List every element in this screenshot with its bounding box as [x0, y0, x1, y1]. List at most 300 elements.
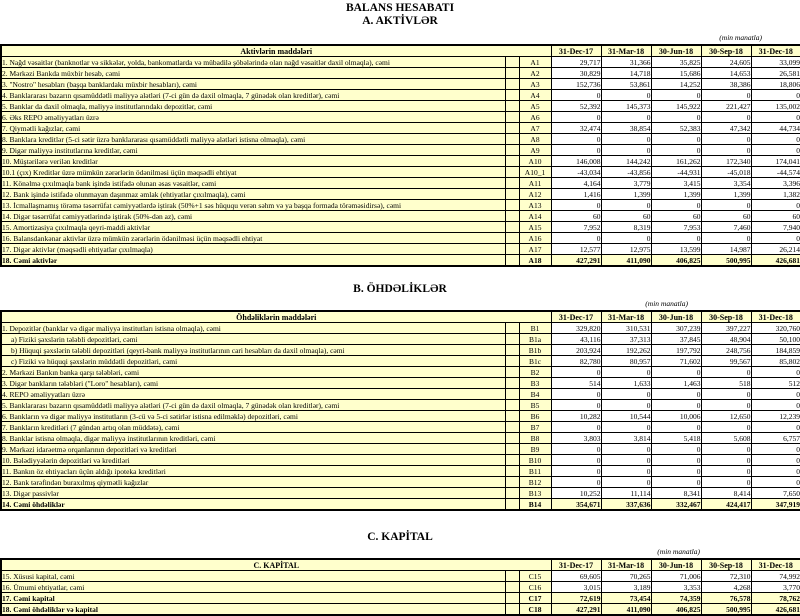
- value-cell: 152,736: [551, 79, 601, 90]
- assets-header-row: [1, 45, 800, 57]
- value-cell: 500,995: [701, 255, 751, 267]
- value-cell: 0: [701, 367, 751, 378]
- value-cell: 5,608: [701, 433, 751, 444]
- value-cell: 0: [551, 400, 601, 411]
- spacer-cell: [505, 593, 519, 604]
- row-label: 2. Mərkəzi Bankın banka qarşı tələbləri, cəmi: [1, 367, 505, 378]
- spacer-cell: [505, 222, 519, 233]
- table-row: [1, 499, 800, 511]
- row-code: B9: [519, 444, 551, 455]
- row-code: B10: [519, 455, 551, 466]
- row-code: B1a: [519, 334, 551, 345]
- row-label: 6. Əks REPO əməliyyatları üzrə: [1, 112, 505, 123]
- table-row: [1, 604, 800, 616]
- row-label: 16. Balansdankənar aktivlər üzrə mümkün zərərlərin ödənilməsi üçün məqsədli ehtiyat: [1, 233, 505, 244]
- value-cell: 37,313: [601, 334, 651, 345]
- value-cell: 26,214: [751, 244, 800, 255]
- value-cell: 32,474: [551, 123, 601, 134]
- value-cell: 0: [701, 389, 751, 400]
- spacer-cell: [505, 422, 519, 433]
- row-code: C15: [519, 571, 551, 582]
- column-header: 31-Mar-18: [601, 45, 651, 57]
- table-row: [1, 433, 800, 444]
- row-label: 11. Bankın öz ehtiyacları üçün aldığı ipoteka kreditləri: [1, 466, 505, 477]
- value-cell: 99,567: [701, 356, 751, 367]
- row-code: B5: [519, 400, 551, 411]
- value-cell: 0: [751, 422, 800, 433]
- value-cell: 38,386: [701, 79, 751, 90]
- value-cell: 38,854: [601, 123, 651, 134]
- row-code: C17: [519, 593, 551, 604]
- row-label: 12. Bank tərəfindən buraxılmış qiymətli kağızlar: [1, 477, 505, 488]
- row-label: 1. Nağd vəsaitlər (banknotlar və sikkələr, yolda, bankomatlarda və mübadilə şöbələrində olan nağd vəsaitlər daxil olmaqla), cəmi: [1, 57, 505, 68]
- row-label: b) Hüquqi şəxslərin tələbli depozitləri (qeyri-bank maliyyə institutlarının cari hesabları da daxil olmaqla), cəmi: [1, 345, 505, 356]
- value-cell: 1,399: [651, 189, 701, 200]
- value-cell: 74,992: [751, 571, 800, 582]
- value-cell: 33,099: [751, 57, 800, 68]
- spacer-cell: [505, 356, 519, 367]
- spacer-cell: [505, 244, 519, 255]
- value-cell: 71,602: [651, 356, 701, 367]
- liabilities-header-label: Öhdəliklərin maddələri: [1, 311, 551, 323]
- value-cell: 4,164: [551, 178, 601, 189]
- assets-table: [0, 44, 800, 267]
- value-cell: 0: [651, 200, 701, 211]
- value-cell: 3,415: [651, 178, 701, 189]
- table-row: [1, 455, 800, 466]
- value-cell: 60: [601, 211, 651, 222]
- value-cell: 0: [601, 112, 651, 123]
- value-cell: 518: [701, 378, 751, 389]
- value-cell: 0: [601, 400, 651, 411]
- table-row: [1, 477, 800, 488]
- value-cell: 3,814: [601, 433, 651, 444]
- spacer-cell: [505, 233, 519, 244]
- value-cell: 0: [701, 233, 751, 244]
- value-cell: 1,382: [751, 189, 800, 200]
- value-cell: 307,239: [651, 323, 701, 334]
- spacer-cell: [505, 582, 519, 593]
- value-cell: 0: [551, 466, 601, 477]
- table-row: [1, 211, 800, 222]
- value-cell: 411,090: [601, 255, 651, 267]
- table-row: [1, 571, 800, 582]
- value-cell: 0: [551, 200, 601, 211]
- value-cell: 0: [551, 477, 601, 488]
- value-cell: 69,605: [551, 571, 601, 582]
- value-cell: 397,227: [701, 323, 751, 334]
- value-cell: 82,780: [551, 356, 601, 367]
- section-b-title: B. ÖHDƏLİKLƏR: [353, 283, 447, 295]
- value-cell: 0: [651, 400, 701, 411]
- row-label: 17. Cəmi kapital: [1, 593, 505, 604]
- table-row: [1, 378, 800, 389]
- value-cell: 60: [701, 211, 751, 222]
- unit-note: (min manatla): [657, 547, 700, 556]
- value-cell: 53,861: [601, 79, 651, 90]
- row-code: B3: [519, 378, 551, 389]
- value-cell: 197,792: [651, 345, 701, 356]
- assets-header-label: Aktivlərin maddələri: [1, 45, 551, 57]
- row-code: B2: [519, 367, 551, 378]
- value-cell: 0: [751, 477, 800, 488]
- spacer-cell: [505, 255, 519, 267]
- value-cell: -44,574: [751, 167, 800, 178]
- value-cell: 145,373: [601, 101, 651, 112]
- row-label: 7. Qiymətli kağızlar, cəmi: [1, 123, 505, 134]
- capital-header-row: [1, 559, 800, 571]
- value-cell: 0: [651, 477, 701, 488]
- row-code: A10_1: [519, 167, 551, 178]
- value-cell: 500,995: [701, 604, 751, 616]
- value-cell: 78,762: [751, 593, 800, 604]
- row-code: B14: [519, 499, 551, 511]
- spacer-cell: [505, 323, 519, 334]
- row-label: 14. Cəmi öhdəliklər: [1, 499, 505, 511]
- value-cell: 47,342: [701, 123, 751, 134]
- row-label: 10. Müştərilərə verilən kreditlər: [1, 156, 505, 167]
- spacer-cell: [505, 90, 519, 101]
- table-row: [1, 356, 800, 367]
- column-header: 31-Mar-18: [601, 559, 651, 571]
- value-cell: 192,262: [601, 345, 651, 356]
- row-code: C18: [519, 604, 551, 616]
- value-cell: 0: [701, 422, 751, 433]
- value-cell: 3,015: [551, 582, 601, 593]
- value-cell: 30,829: [551, 68, 601, 79]
- spacer-cell: [505, 411, 519, 422]
- row-code: B1: [519, 323, 551, 334]
- value-cell: 0: [751, 233, 800, 244]
- row-label: 5. Banklararası bazarın qısamüddətli maliyyə alətləri (7-ci gün də daxil olmaqla, 7 günədək olan kreditlər), cəmi: [1, 400, 505, 411]
- value-cell: 411,090: [601, 604, 651, 616]
- table-row: [1, 134, 800, 145]
- value-cell: 80,957: [601, 356, 651, 367]
- value-cell: 0: [751, 134, 800, 145]
- spacer-cell: [505, 145, 519, 156]
- row-code: B7: [519, 422, 551, 433]
- value-cell: 0: [551, 112, 601, 123]
- spacer-cell: [505, 604, 519, 616]
- row-code: A12: [519, 189, 551, 200]
- table-row: [1, 400, 800, 411]
- value-cell: 8,319: [601, 222, 651, 233]
- value-cell: 146,008: [551, 156, 601, 167]
- row-code: B6: [519, 411, 551, 422]
- value-cell: 0: [751, 444, 800, 455]
- value-cell: 1,463: [651, 378, 701, 389]
- value-cell: 10,544: [601, 411, 651, 422]
- value-cell: 514: [551, 378, 601, 389]
- value-cell: 12,239: [751, 411, 800, 422]
- row-label: 5. Banklar da daxil olmaqla, maliyyə institutlarındakı depozitlər, cəmi: [1, 101, 505, 112]
- value-cell: 7,952: [551, 222, 601, 233]
- value-cell: 0: [651, 112, 701, 123]
- value-cell: 70,265: [601, 571, 651, 582]
- table-row: [1, 79, 800, 90]
- value-cell: 0: [751, 367, 800, 378]
- table-row: [1, 178, 800, 189]
- value-cell: 31,366: [601, 57, 651, 68]
- value-cell: 29,717: [551, 57, 601, 68]
- value-cell: 221,427: [701, 101, 751, 112]
- table-row: [1, 156, 800, 167]
- value-cell: 0: [701, 112, 751, 123]
- value-cell: 48,904: [701, 334, 751, 345]
- spacer-cell: [505, 57, 519, 68]
- row-label: 13. Digər passivlər: [1, 488, 505, 499]
- table-row: [1, 200, 800, 211]
- value-cell: 12,975: [601, 244, 651, 255]
- unit-note: (min manatla): [645, 299, 688, 308]
- table-row: [1, 233, 800, 244]
- value-cell: 3,189: [601, 582, 651, 593]
- value-cell: 248,756: [701, 345, 751, 356]
- spacer-cell: [505, 499, 519, 511]
- value-cell: 3,354: [701, 178, 751, 189]
- column-header: 31-Dec-18: [751, 311, 800, 323]
- value-cell: 44,734: [751, 123, 800, 134]
- value-cell: 0: [651, 367, 701, 378]
- value-cell: 0: [701, 134, 751, 145]
- table-row: [1, 112, 800, 123]
- value-cell: 426,681: [751, 255, 800, 267]
- value-cell: 0: [701, 466, 751, 477]
- value-cell: 0: [751, 145, 800, 156]
- value-cell: 406,825: [651, 604, 701, 616]
- row-label: 18. Cəmi aktivlər: [1, 255, 505, 267]
- row-label: 6. Bankların və digər maliyyə institutların (3-cü və 5-ci sətirlər istisna edilməklə) depozitləri, cəmi: [1, 411, 505, 422]
- spacer-cell: [505, 178, 519, 189]
- value-cell: 43,116: [551, 334, 601, 345]
- value-cell: 0: [751, 112, 800, 123]
- value-cell: -43,856: [601, 167, 651, 178]
- table-row: [1, 255, 800, 267]
- row-label: a) Fiziki şəxslərin tələbli depozitləri, cəmi: [1, 334, 505, 345]
- value-cell: 14,987: [701, 244, 751, 255]
- spacer-cell: [505, 211, 519, 222]
- row-code: A15: [519, 222, 551, 233]
- value-cell: 0: [751, 389, 800, 400]
- value-cell: 0: [601, 422, 651, 433]
- capital-table: [0, 558, 800, 616]
- spacer-cell: [505, 444, 519, 455]
- value-cell: 72,619: [551, 593, 601, 604]
- value-cell: 0: [701, 455, 751, 466]
- value-cell: 161,262: [651, 156, 701, 167]
- value-cell: 0: [551, 367, 601, 378]
- row-code: A14: [519, 211, 551, 222]
- value-cell: 144,242: [601, 156, 651, 167]
- value-cell: -43,034: [551, 167, 601, 178]
- value-cell: 14,718: [601, 68, 651, 79]
- column-header: 30-Sep-18: [701, 45, 751, 57]
- value-cell: 0: [701, 444, 751, 455]
- value-cell: 512: [751, 378, 800, 389]
- value-cell: 3,770: [751, 582, 800, 593]
- column-header: 31-Dec-18: [751, 45, 800, 57]
- spacer-cell: [505, 156, 519, 167]
- row-label: 13. İcmallaşmamış törəmə təsərrüfat cəmiyyətlərdə iştirak (50%+1 səs hüququ verən səhm və ya başqa formada törəməsidirsə), cəmi: [1, 200, 505, 211]
- value-cell: 174,041: [751, 156, 800, 167]
- value-cell: 1,399: [601, 189, 651, 200]
- row-code: A10: [519, 156, 551, 167]
- value-cell: 0: [701, 90, 751, 101]
- value-cell: 0: [651, 389, 701, 400]
- value-cell: 14,252: [651, 79, 701, 90]
- value-cell: 203,924: [551, 345, 601, 356]
- row-code: A17: [519, 244, 551, 255]
- value-cell: 10,252: [551, 488, 601, 499]
- value-cell: 6,757: [751, 433, 800, 444]
- value-cell: 337,636: [601, 499, 651, 511]
- row-label: 15. Xüsusi kapital, cəmi: [1, 571, 505, 582]
- value-cell: 1,416: [551, 189, 601, 200]
- row-label: 3. Digər bankların tələbləri ("Loro" hesabları), cəmi: [1, 378, 505, 389]
- value-cell: 10,282: [551, 411, 601, 422]
- table-row: [1, 444, 800, 455]
- value-cell: 1,399: [701, 189, 751, 200]
- spacer-cell: [505, 378, 519, 389]
- section-c-title: C. KAPİTAL: [367, 531, 433, 543]
- value-cell: 7,650: [751, 488, 800, 499]
- value-cell: 35,825: [651, 57, 701, 68]
- value-cell: -44,931: [651, 167, 701, 178]
- row-code: A13: [519, 200, 551, 211]
- value-cell: 3,396: [751, 178, 800, 189]
- spacer-cell: [505, 68, 519, 79]
- table-row: [1, 167, 800, 178]
- value-cell: 11,114: [601, 488, 651, 499]
- value-cell: 354,671: [551, 499, 601, 511]
- spacer-cell: [505, 123, 519, 134]
- row-code: A8: [519, 134, 551, 145]
- row-label: 4. Banklararası bazarın qısamüddətli maliyyə alətləri (7-ci gün də daxil olmaqla, 7 günədək olan kreditlər), cəmi: [1, 90, 505, 101]
- table-row: [1, 189, 800, 200]
- value-cell: 0: [551, 389, 601, 400]
- spacer-cell: [505, 167, 519, 178]
- row-label: 1. Depozitlər (banklar və digər maliyyə institutları istisna olmaqla), cəmi: [1, 323, 505, 334]
- value-cell: 0: [751, 90, 800, 101]
- table-row: [1, 422, 800, 433]
- row-label: 17. Digər aktivlər (məqsədli ehtiyatlar çıxılmaqla): [1, 244, 505, 255]
- row-label: c) Fiziki və hüquqi şəxslərin müddətli depozitləri, cəmi: [1, 356, 505, 367]
- value-cell: 0: [551, 455, 601, 466]
- table-row: [1, 145, 800, 156]
- value-cell: 0: [551, 134, 601, 145]
- value-cell: 60: [751, 211, 800, 222]
- spacer-cell: [505, 79, 519, 90]
- row-code: C16: [519, 582, 551, 593]
- column-header: 30-Jun-18: [651, 559, 701, 571]
- row-label: 12. Bank işində istifadə olunmayan daşınmaz əmlak (ehtiyatlar çıxılmaqla), cəmi: [1, 189, 505, 200]
- liabilities-header-row: [1, 311, 800, 323]
- table-row: [1, 593, 800, 604]
- section-a-title: A. AKTİVLƏR: [362, 15, 438, 27]
- table-row: [1, 323, 800, 334]
- value-cell: 0: [651, 134, 701, 145]
- value-cell: 0: [601, 367, 651, 378]
- value-cell: 3,779: [601, 178, 651, 189]
- spacer-cell: [505, 433, 519, 444]
- value-cell: 37,845: [651, 334, 701, 345]
- value-cell: 145,922: [651, 101, 701, 112]
- column-header: 30-Sep-18: [701, 559, 751, 571]
- table-row: [1, 345, 800, 356]
- row-code: A18: [519, 255, 551, 267]
- value-cell: 12,577: [551, 244, 601, 255]
- table-row: [1, 101, 800, 112]
- column-header: 31-Dec-17: [551, 311, 601, 323]
- value-cell: 0: [701, 477, 751, 488]
- row-code: A3: [519, 79, 551, 90]
- spacer-cell: [505, 400, 519, 411]
- row-code: A4: [519, 90, 551, 101]
- value-cell: 0: [601, 455, 651, 466]
- value-cell: 76,578: [701, 593, 751, 604]
- column-header: 30-Jun-18: [651, 311, 701, 323]
- value-cell: 52,383: [651, 123, 701, 134]
- spacer-cell: [505, 189, 519, 200]
- value-cell: 426,681: [751, 604, 800, 616]
- value-cell: 10,006: [651, 411, 701, 422]
- column-header: 31-Dec-17: [551, 45, 601, 57]
- table-row: [1, 411, 800, 422]
- column-header: 31-Dec-17: [551, 559, 601, 571]
- row-label: 14. Digər təsərrüfat cəmiyyətlərində iştirak (50%-dən az), cəmi: [1, 211, 505, 222]
- table-row: [1, 123, 800, 134]
- value-cell: 332,467: [651, 499, 701, 511]
- spacer-cell: [505, 345, 519, 356]
- value-cell: 0: [551, 145, 601, 156]
- unit-note: (min manatla): [719, 33, 762, 42]
- row-code: B13: [519, 488, 551, 499]
- row-code: A1: [519, 57, 551, 68]
- value-cell: 172,340: [701, 156, 751, 167]
- value-cell: 4,268: [701, 582, 751, 593]
- capital-header-label: C. KAPİTAL: [1, 559, 551, 571]
- table-row: [1, 389, 800, 400]
- value-cell: 0: [701, 400, 751, 411]
- value-cell: 7,940: [751, 222, 800, 233]
- row-code: B12: [519, 477, 551, 488]
- row-label: 7. Bankların kreditləri (7 gündən artıq olan müddətə), cəmi: [1, 422, 505, 433]
- row-code: A5: [519, 101, 551, 112]
- column-header: 30-Sep-18: [701, 311, 751, 323]
- spacer-cell: [505, 466, 519, 477]
- spacer-cell: [505, 367, 519, 378]
- row-label: 10.1 (çıx) Kreditlər üzrə mümkün zərərlərin ödənilməsi üçün məqsədli ehtiyat: [1, 167, 505, 178]
- value-cell: 12,650: [701, 411, 751, 422]
- value-cell: 50,100: [751, 334, 800, 345]
- value-cell: 3,803: [551, 433, 601, 444]
- value-cell: 0: [701, 145, 751, 156]
- value-cell: 0: [551, 233, 601, 244]
- spacer-cell: [505, 477, 519, 488]
- liabilities-table: [0, 310, 800, 511]
- row-label: 18. Cəmi öhdəliklər və kapital: [1, 604, 505, 616]
- table-row: [1, 488, 800, 499]
- spacer-cell: [505, 389, 519, 400]
- column-header: 31-Mar-18: [601, 311, 651, 323]
- value-cell: 0: [751, 466, 800, 477]
- row-code: B8: [519, 433, 551, 444]
- value-cell: 424,417: [701, 499, 751, 511]
- table-row: [1, 334, 800, 345]
- row-code: B11: [519, 466, 551, 477]
- value-cell: 15,686: [651, 68, 701, 79]
- row-label: 3. "Nostro" hesabları (başqa banklardakı müxbir hesabları), cəmi: [1, 79, 505, 90]
